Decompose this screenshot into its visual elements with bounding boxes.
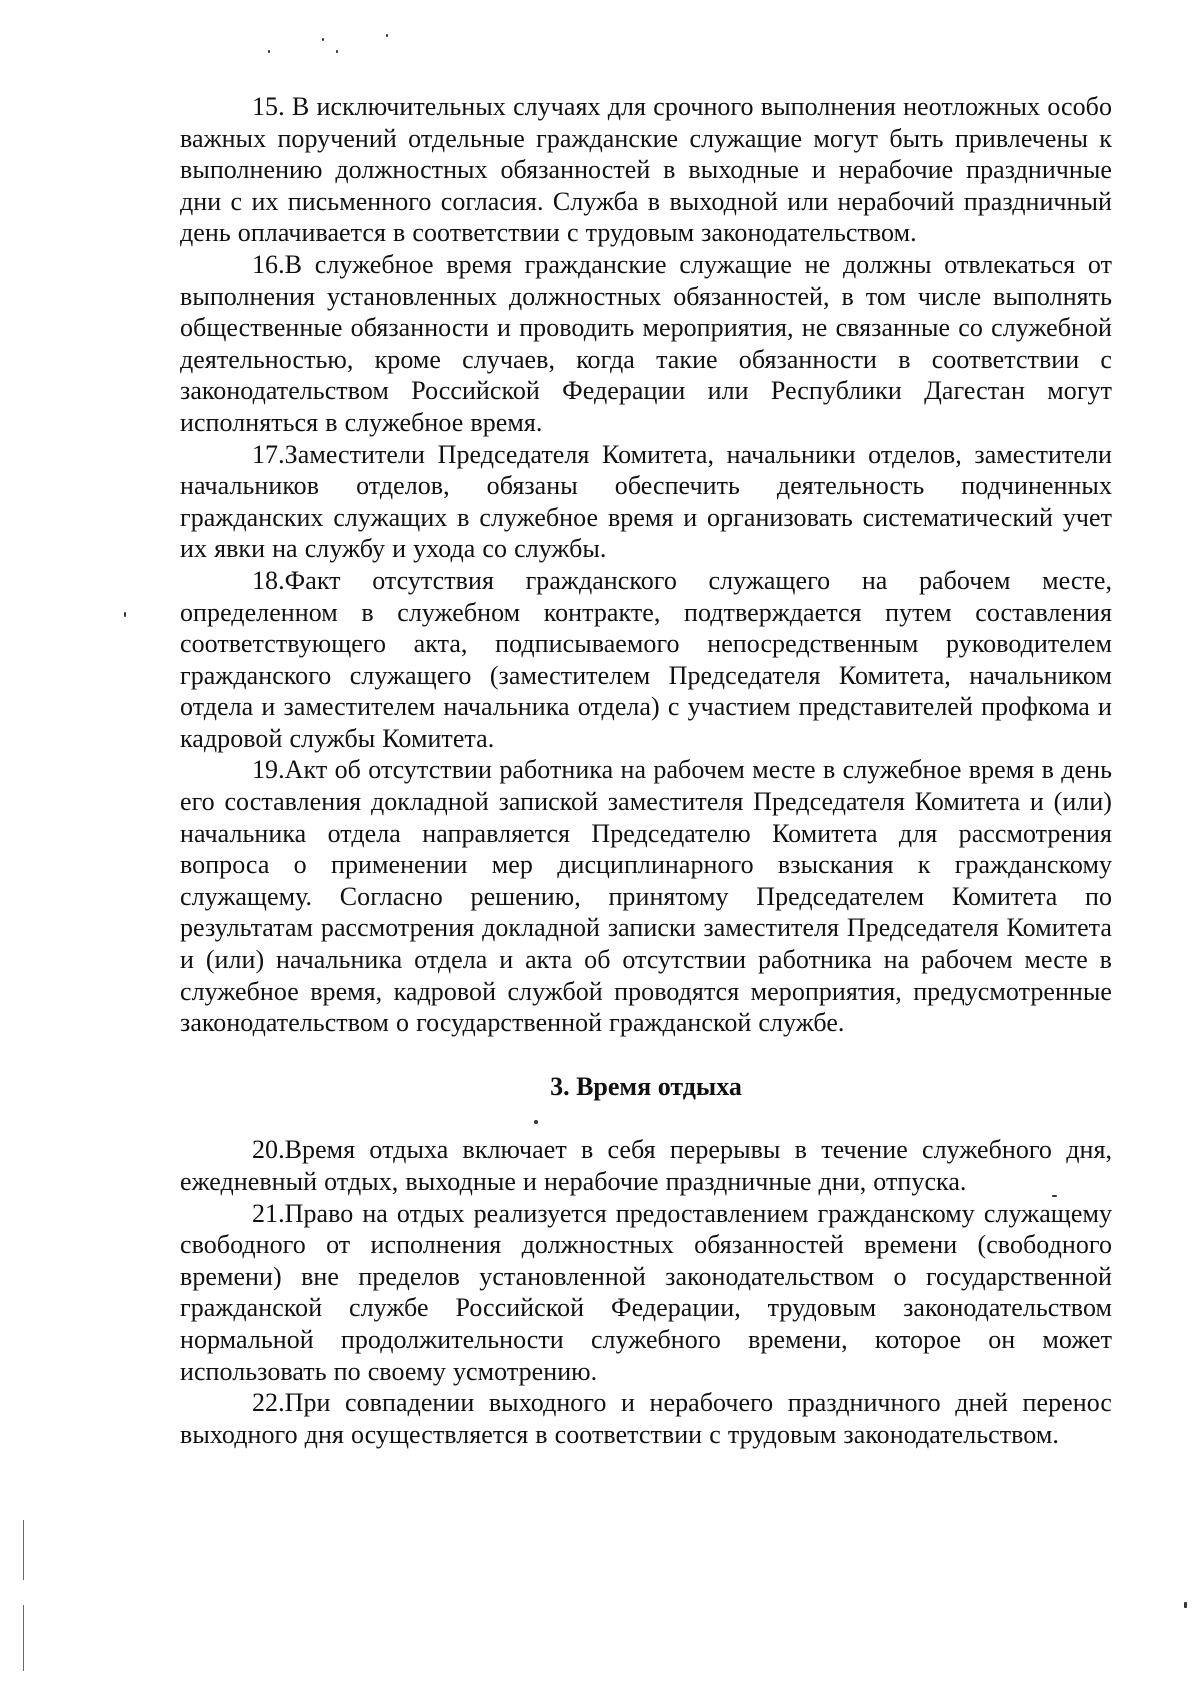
scan-speck bbox=[124, 612, 126, 617]
paragraph-22: 22.При совпадении выходного и нерабочего праздничного дней перенос выходного дня осуществляется в соответствии с трудовым законодательством. bbox=[180, 1388, 1112, 1449]
paragraph-19: 19.Акт об отсутствии работника на рабочем месте в служебное время в день его составления докладной запиской заместителя Председателя Комитета и (или) начальника отдела направляется Председателю Комитета для рассмотрения вопроса о применении мер дисциплинарного взыскания к гражданскому служащему. Согласно решению, принятому Председателем Комитета по результатам рассмотрения докладной записки заместителя Председателя Комитета и (или) начальника отдела и акта об отсутствии работника на рабочем месте в служебное время, кадровой службой проводятся мероприятия, предусмотренные законодательством о государственной гражданской службе. bbox=[180, 755, 1112, 1038]
paragraph-18: 18.Факт отсутствия гражданского служащего на рабочем месте, определенном в служебном контракте, подтверждается путем составления соответствующего акта, подписываемого непосредственным руководителем гражданского служащего (заместителем Председателя Комитета, начальником отдела и заместителем начальника отдела) с участием представителей профкома и кадровой службы Комитета. bbox=[180, 565, 1112, 753]
scan-edge-line bbox=[23, 1605, 24, 1671]
scan-speck bbox=[268, 50, 270, 53]
scan-speck bbox=[336, 50, 338, 53]
document-body bbox=[180, 91, 1112, 1450]
paragraph-15: 15. В исключительных случаях для срочного выполнения неотложных особо важных поручений отдельные гражданские служащие могут быть привлечены к выполнению должностных обязанностей в выходные и нерабочие праздничные дни с их письменного согласия. Служба в выходной или нерабочий праздничный день оплачивается в соответствии с трудовым законодательством. bbox=[180, 92, 1112, 248]
scan-speck bbox=[1184, 1602, 1187, 1608]
paragraph-16: 16.В служебное время гражданские служащие не должны отвлекаться от выполнения установленных должностных обязанностей, в том числе выполнять общественные обязанности и проводить мероприятия, не связанные со служебной деятельностью, кроме случаев, когда такие обязанности в соответствии с законодательством Российской Федерации или Республики Дагестан могут исполняться в служебное время. bbox=[180, 249, 1112, 437]
paragraph-17: 17.Заместители Председателя Комитета, начальники отделов, заместители начальников отделов, обязаны обеспечить деятельность подчиненных гражданских служащих в служебное время и организовать систематический учет их явки на службу и ухода со службы. bbox=[180, 439, 1112, 564]
section-heading: 3. Время отдыха bbox=[550, 1071, 742, 1101]
scan-speck bbox=[322, 38, 324, 41]
paragraph-21: 21.Право на отдых реализуется предоставлением гражданскому служащему свободного от исполнения должностных обязанностей времени (свободного времени) вне пределов установленной законодательством о государственной гражданской службе Российской Федерации, трудовым законодательством нормальной продолжительности служебного времени, которое он может использовать по своему усмотрению. bbox=[180, 1198, 1112, 1386]
scan-edge-line bbox=[23, 1520, 24, 1580]
scan-speck bbox=[386, 34, 388, 37]
paragraph-20: 20.Время отдыха включает в себя перерывы в течение служебного дня, ежедневный отдых, выходные и нерабочие праздничные дни, отпуска. bbox=[180, 1135, 1112, 1196]
